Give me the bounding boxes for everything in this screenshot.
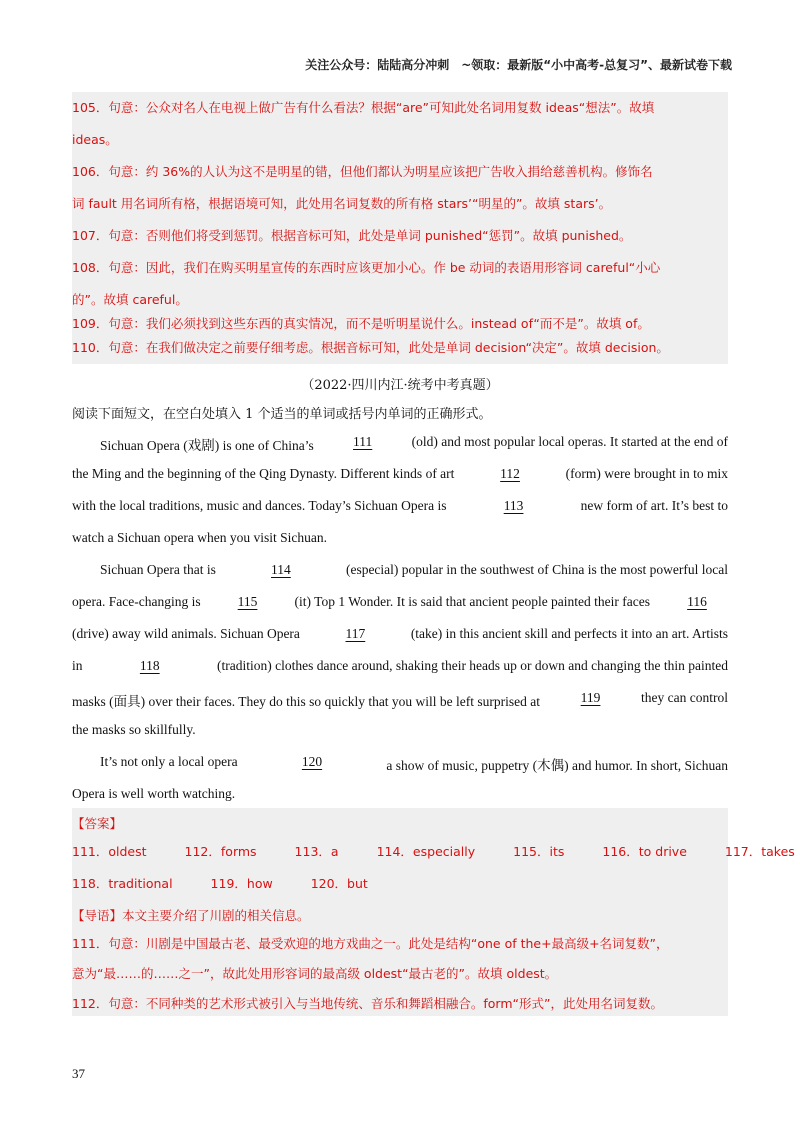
passage-line (72, 530, 728, 546)
note-line: 108．句意：因此，我们在购买明星宣传的东西时应该更加小心。作 be 动词的表语用形容词 careful“小心 (72, 260, 661, 275)
passage-text: with the local traditions, music and dances. Today’s Sichuan Opera is (72, 498, 447, 513)
answer-item: 113．a (294, 844, 339, 859)
passage-text: a show of music, puppetry (木偶) and humor. In short, Sichuan (386, 758, 728, 773)
answer-item: 114．especially (376, 844, 476, 859)
note-line: 词 fault 用名词所有格，根据语境可知，此处用名词复数的所有格 stars’“明星的”。故填 stars’。 (72, 196, 612, 211)
answer-item: 119．how (210, 876, 273, 891)
answer-item: 115．its (513, 844, 565, 859)
note-line: 意为“最……的……之一”，故此处用形容词的最高级 oldest“最古老的”。故填 oldest。 (72, 966, 558, 981)
passage-line (72, 786, 728, 802)
answer-item: 111．oldest (72, 844, 147, 859)
passage-line (72, 594, 728, 610)
passage-line (72, 754, 728, 774)
passage-text: (tradition) clothes dance around, shaking their heads up or down and changing the thin painted (217, 658, 728, 673)
answers-row (72, 842, 800, 860)
passage-line (72, 690, 728, 710)
note-line: 的”。故填 careful。 (72, 292, 188, 307)
blank-115: 115 (237, 594, 258, 609)
passage-text: the masks so skillfully. (72, 722, 196, 737)
blank-113: 113 (503, 498, 524, 513)
passage-text: the Ming and the beginning of the Qing Dynasty. Different kinds of art (72, 466, 455, 481)
answer-section (72, 808, 795, 1016)
exam-source: （2022·四川内江·统考中考真题） (301, 378, 499, 393)
passage-text: new form of art. It’s best to (580, 498, 728, 513)
passage-line (72, 498, 728, 514)
passage-line (72, 434, 728, 454)
passage-text: (especial) popular in the southwest of China is the most powerful local (345, 562, 728, 577)
passage-text: Sichuan Opera (戏剧) is one of China’s (100, 438, 314, 453)
passage-line (72, 562, 728, 578)
blank-118: 118 (139, 658, 160, 673)
note-line: 106．句意：约 36%的人认为这不是明星的错，但他们都认为明星应该把广告收入捐给慈善机构。修饰名 (72, 164, 653, 179)
blank-117: 117 (345, 626, 366, 641)
passage-text: masks (面具) over their faces. They do this so quickly that you will be left surprised at (72, 694, 541, 709)
page-header: 关注公众号：陆陆高分冲刺 ~领取：最新版“小中高考-总复习”、最新试卷下载 (305, 58, 732, 72)
passage-text: It’s not only a local opera (100, 754, 238, 769)
passage-text: (old) and most popular local operas. It started at the end of (411, 434, 728, 449)
note-line: 112．句意：不同种类的艺术形式被引入与当地传统、音乐和舞蹈相融合。form“形式”，此处用名词复数。 (72, 996, 663, 1011)
note-line: 111．句意：川剧是中国最古老、最受欢迎的地方戏曲之一。此处是结构“one of the+最高级+名词复数”， (72, 936, 669, 951)
answer-item: 117．takes (724, 844, 795, 859)
answer-item: 118．traditional (72, 876, 173, 891)
guide-text: 【导语】本文主要介绍了川剧的相关信息。 (72, 908, 310, 923)
blank-120: 120 (301, 754, 323, 769)
passage-line (72, 626, 728, 642)
note-line: 109．句意：我们必须找到这些东西的真实情况，而不是听明星说什么。instead of“而不是”。故填 of。 (72, 316, 650, 331)
answers-row (72, 874, 406, 892)
passage-text: opera. Face-changing is (72, 594, 201, 609)
passage-text: (drive) away wild animals. Sichuan Opera (72, 626, 300, 641)
answer-item: 116．to drive (602, 844, 687, 859)
passage-text: in (72, 658, 83, 673)
passage-line (72, 466, 728, 482)
instruction: 阅读下面短文，在空白处填入 1 个适当的单词或括号内单词的正确形式。 (72, 407, 492, 422)
passage-text: Opera is well worth watching. (72, 786, 236, 801)
explanations-top (72, 92, 728, 364)
answer-item: 112．forms (184, 844, 257, 859)
passage-text: (take) in this ancient skill and perfects it into an art. Artists (410, 626, 728, 641)
answer-item: 120．but (310, 876, 368, 891)
note-line: 105．句意：公众对名人在电视上做广告有什么看法？根据“are”可知此处名词用复数 ideas“想法”。故填 (72, 100, 655, 115)
answer-label: 【答案】 (72, 816, 123, 831)
note-line: ideas。 (72, 132, 118, 147)
blank-112: 112 (500, 466, 520, 481)
page-number: 37 (72, 1066, 85, 1081)
blank-111: 111 (353, 434, 373, 449)
blank-114: 114 (271, 562, 291, 577)
passage-line (72, 722, 728, 738)
blank-116: 116 (687, 594, 707, 609)
passage-text: (form) were brought in to mix (565, 466, 728, 481)
passage-text: (it) Top 1 Wonder. It is said that ancient people painted their faces (294, 594, 651, 609)
blank-119: 119 (580, 690, 601, 705)
passage-line (72, 658, 728, 674)
passage-text: Sichuan Opera that is (100, 562, 216, 577)
note-line: 107．句意：否则他们将受到惩罚。根据音标可知，此处是单词 punished“惩罚”。故填 punished。 (72, 228, 632, 243)
passage-text: watch a Sichuan opera when you visit Sichuan. (72, 530, 327, 545)
note-line: 110．句意：在我们做决定之前要仔细考虑。根据音标可知，此处是单词 decision“决定”。故填 decision。 (72, 340, 669, 355)
passage (72, 434, 728, 804)
passage-text: they can control (641, 690, 728, 705)
